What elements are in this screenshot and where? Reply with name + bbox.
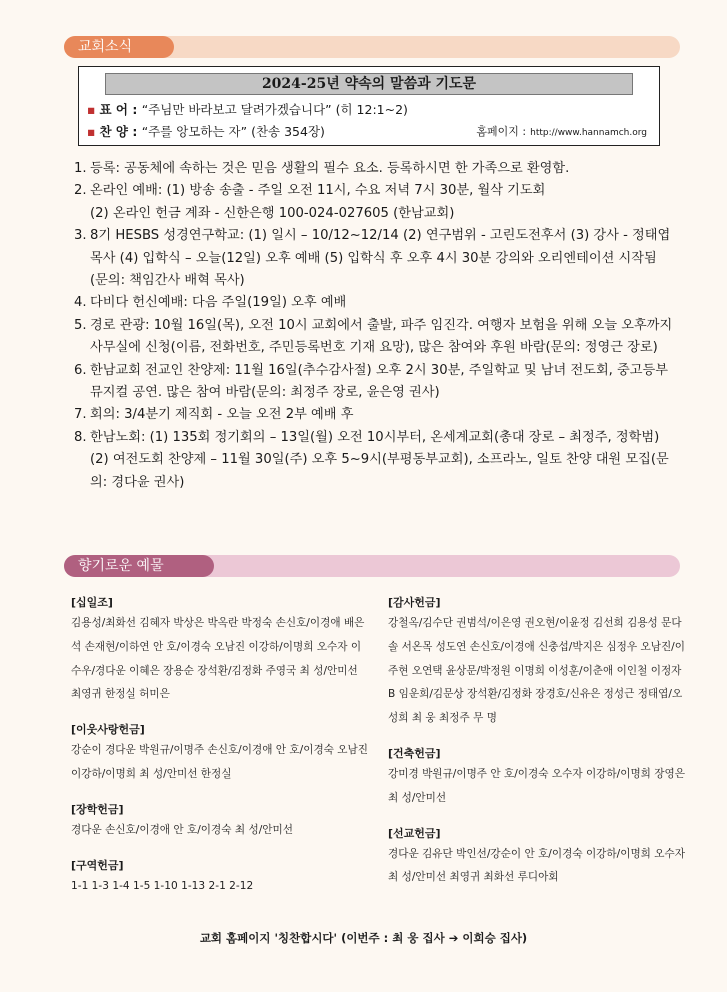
motto-box [78, 66, 660, 146]
news-item: 1. 등록: 공동체에 속하는 것은 믿음 생활의 필수 요소. 등록하시면 한 가족으로 환영함. [74, 161, 570, 176]
offering-group-thanksgiving: [감사헌금] 강철옥/김수단 권범석/이은영 권오현/이윤정 김선희 김용성 문다솔 서온목 성도연 손신호/이경애 신충섭/박지은 심정우 오남진/이주현 오연택 윤상문/박정원 이명희 이성훈/이춘애 이인철 이정자B 임운희/김문상 장석환/김정화 장경호/신유은 정성근 정태엽/오성희 최 웅 최정주 무 명 [388, 596, 685, 725]
verse-label: 표 어 : [99, 102, 142, 117]
verse-text: “주님만 바라보고 달려가겠습니다” (히 12:1~2) [141, 102, 408, 117]
news-list [74, 158, 674, 494]
bullet-icon: ▪ [87, 102, 96, 117]
offering-group-mission: [선교헌금] 경다운 김유단 박인선/강순이 안 호/이경숙 이강하/이명희 오수자 최 성/안미선 최영귀 최화선 루디아회 [388, 826, 685, 884]
section-bar-church-news [64, 36, 680, 58]
hymn-text: “주를 앙모하는 자” (찬송 354장) [141, 124, 325, 139]
homepage-link[interactable]: http://www.hannamch.org [530, 128, 647, 138]
offering-group-district: [구역헌금] 1-1 1-3 1-4 1-5 1-10 1-13 2-1 2-12 [71, 858, 254, 892]
news-item: 7. 회의: 3/4분기 제직회 - 오늘 오전 2부 예배 후 [74, 407, 354, 423]
offering-group-neighbor-love: [이웃사랑헌금] 강순이 경다운 박원규/이명주 손신호/이경애 안 호/이경숙 오남진 이강하/이명희 최 성/안미선 한정실 [71, 723, 368, 780]
news-item: 5. 경로 관광: 10월 16일(목), 오전 10시 교회에서 출발, 파주 임진각. 여행자 보험을 위해 오늘 오후까지 사무실에 신청(이름, 전화번호, 주민등록번호 기재 요망), 많은 참여와 후원 바람(문의: 정영근 장로) [74, 317, 673, 356]
news-item: 2. 온라인 예배: (1) 방송 송출 - 주일 오전 11시, 수요 저녁 7시 30분, 월삭 기도회 (2) 온라인 헌금 계좌 - 신한은행 100-024-027605 (한남교회) [74, 183, 546, 221]
section-bar-offerings [64, 555, 680, 577]
footer-suffix: 이희승 집사) [462, 931, 528, 945]
footer-prefix: 교회 홈페이지 '칭찬합시다' (이번주 : 최 웅 집사 [199, 931, 445, 945]
arrow-right-icon: ➔ [448, 931, 459, 945]
offering-group-tithe: [십일조] 김용성/최화선 김혜자 박상은 박옥란 박정숙 손신호/이경애 배은석 손재현/이하연 안 호/이경숙 오남진 이강하/이명희 오수자 이수우/경다운 이혜은 장용순 장석환/김정화 주영국 최 성/안미선 최영귀 한정실 허미은 [71, 596, 365, 701]
offerings-right-column [388, 594, 688, 890]
homepage-label: 홈페이지 : [476, 125, 527, 138]
hymn-label: 찬 양 : [99, 124, 142, 139]
motto-title: 2024-25년 약속의 말씀과 기도문 [105, 73, 633, 95]
bullet-icon: ▪ [87, 124, 96, 139]
offering-group-scholarship: [장학헌금] 경다운 손신호/이경애 안 호/이경숙 최 성/안미선 [71, 802, 293, 836]
section-title-church-news: 교회소식 [64, 36, 174, 58]
news-item: 6. 한남교회 전교인 찬양제: 11월 16일(추수감사절) 오후 2시 30분, 주일학교 및 남녀 전도회, 중고등부 뮤지컬 공연. 많은 참여 바람(문의: 최정주 장로, 윤은영 권사) [74, 362, 669, 401]
motto-verse-line [87, 100, 408, 118]
offering-group-building: [건축헌금] 강미경 박원규/이명주 안 호/이경숙 오수자 이강하/이명희 장영은 최 성/안미선 [388, 746, 685, 804]
news-item: 3. 8기 HESBS 성경연구학교: (1) 일시 – 10/12~12/14 (2) 연구범위 - 고린도전후서 (3) 강사 - 정태엽 목사 (4) 입학식 – 오늘(12일) 오후 예배 (5) 입학식 후 오후 4시 30분 강의와 오리엔테이션 시작됨(문의: 책임간사 배혁 목사) [74, 228, 671, 289]
homepage-info [476, 123, 647, 139]
offerings-left-column [71, 594, 371, 898]
motto-hymn-line [87, 122, 325, 140]
footer-praise-note [0, 930, 727, 946]
news-item: 8. 한남노회: (1) 135회 정기회의 – 13일(월) 오전 10시부터, 온세계교회(총대 장로 – 최정주, 정학범) (2) 여전도회 찬양제 – 11월 30일(주) 오후 5~9시(부평동부교회), 소프라노, 일토 찬양 대원 모집(문의: 경다윤 권사) [74, 429, 669, 490]
section-title-offerings: 향기로운 예물 [64, 555, 214, 577]
news-item: 4. 다비다 헌신예배: 다음 주일(19일) 오후 예배 [74, 295, 347, 311]
